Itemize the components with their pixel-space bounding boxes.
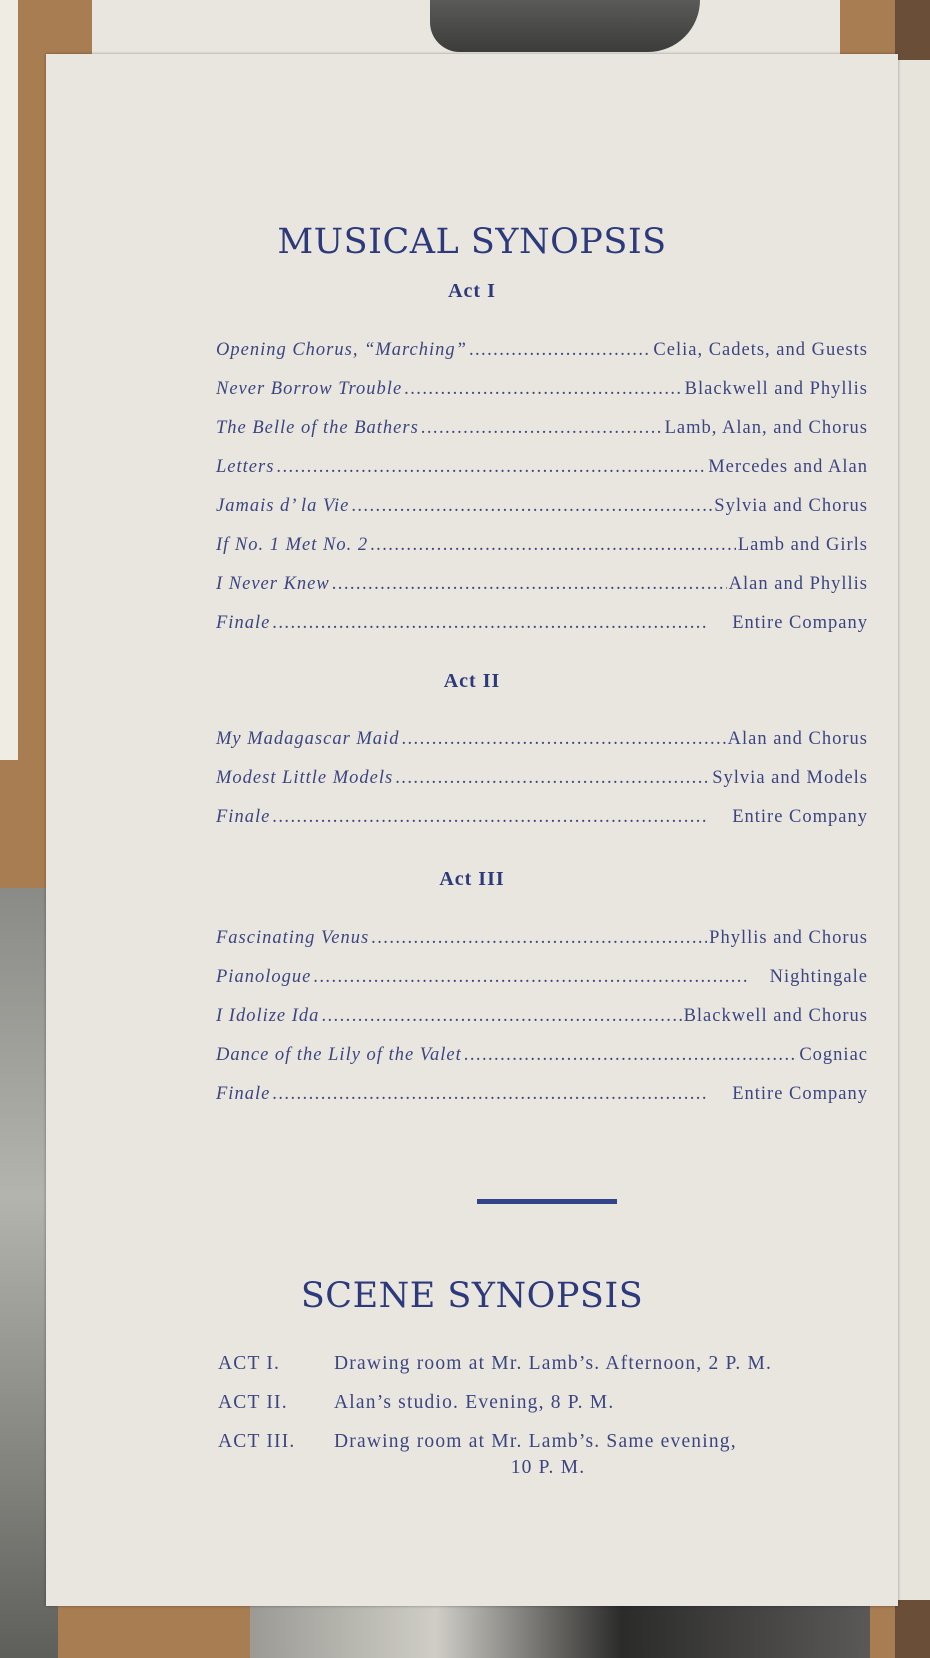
musical-number <box>216 768 868 794</box>
act-heading: Act I <box>448 280 496 302</box>
scene-synopsis-title: SCENE SYNOPSIS <box>300 1276 644 1316</box>
program-page <box>46 54 898 1606</box>
background-photo-top <box>92 0 840 60</box>
dot-leader <box>321 1006 681 1027</box>
musical-number <box>216 340 868 366</box>
song-title: Jamais d’ la Vie <box>216 496 350 516</box>
performers: Entire Company <box>732 807 868 827</box>
scene-act-label: ACT I. <box>218 1353 281 1374</box>
performers: Phyllis and Chorus <box>709 928 868 948</box>
musical-number <box>216 574 868 600</box>
musical-number <box>216 1006 868 1032</box>
adjacent-page-edge <box>898 60 930 1600</box>
dot-leader <box>370 535 736 556</box>
performers: Entire Company <box>732 613 868 633</box>
musical-number <box>216 807 868 833</box>
photo-figure <box>430 0 700 52</box>
musical-number <box>216 457 868 483</box>
song-title: Finale <box>216 807 271 827</box>
dot-leader <box>464 1045 798 1066</box>
performers: Lamb and Girls <box>737 535 868 555</box>
scene-description: Alan’s studio. Evening, 8 P. M. <box>334 1392 615 1413</box>
act-heading: Act II <box>443 670 501 692</box>
scene-description: Drawing room at Mr. Lamb’s. Same evening, <box>334 1431 737 1452</box>
performers: Cogniac <box>799 1045 868 1065</box>
musical-number <box>216 928 868 954</box>
song-title: Letters <box>216 457 275 477</box>
performers: Alan and Chorus <box>727 729 868 749</box>
dot-leader <box>371 928 707 949</box>
performers: Celia, Cadets, and Guests <box>653 340 868 360</box>
performers: Sylvia and Models <box>712 768 868 788</box>
musical-synopsis-title: MUSICAL SYNOPSIS <box>277 222 667 262</box>
musical-number <box>216 418 868 444</box>
performers: Sylvia and Chorus <box>714 496 868 516</box>
dot-leader <box>332 574 727 595</box>
performers: Nightingale <box>769 967 868 987</box>
song-title: Finale <box>216 1084 271 1104</box>
performers: Blackwell and Phyllis <box>684 379 868 399</box>
act-heading: Act III <box>439 868 505 890</box>
song-title: Modest Little Models <box>216 768 394 788</box>
dot-leader <box>351 496 712 517</box>
scene-entry <box>218 1351 878 1377</box>
song-title: Fascinating Venus <box>216 928 370 948</box>
dot-leader <box>272 807 730 828</box>
song-title: Finale <box>216 613 271 633</box>
scene-act-label: ACT III. <box>218 1431 296 1452</box>
song-title: Never Borrow Trouble <box>216 379 403 399</box>
song-title: I Idolize Ida <box>216 1006 320 1026</box>
dot-leader <box>272 1084 730 1105</box>
musical-number <box>216 1084 868 1110</box>
performers: Mercedes and Alan <box>708 457 868 477</box>
musical-number <box>216 379 868 405</box>
scene-entry <box>218 1390 878 1416</box>
background-photo-bottom <box>250 1605 870 1658</box>
section-divider <box>477 1199 617 1204</box>
musical-number <box>216 496 868 522</box>
performers: Alan and Phyllis <box>728 574 868 594</box>
dot-leader <box>401 729 725 750</box>
background-card-left <box>0 0 18 760</box>
dot-leader <box>395 768 710 789</box>
song-title: Pianologue <box>216 967 312 987</box>
scene-entry <box>218 1429 878 1481</box>
song-title: Opening Chorus, “Marching” <box>216 340 467 360</box>
performers: Lamb, Alan, and Chorus <box>664 418 868 438</box>
scene-act-label: ACT II. <box>218 1392 288 1413</box>
song-title: Dance of the Lily of the Valet <box>216 1045 462 1065</box>
scene-description: Drawing room at Mr. Lamb’s. Afternoon, 2 P. M. <box>334 1353 773 1374</box>
musical-number <box>216 1045 868 1071</box>
dot-leader <box>272 613 730 634</box>
scene-description-continuation: 10 P. M. <box>510 1457 586 1478</box>
musical-number <box>216 967 868 993</box>
song-title: My Madagascar Maid <box>216 729 400 749</box>
musical-number <box>216 613 868 639</box>
song-title: I Never Knew <box>216 574 330 594</box>
dot-leader <box>421 418 663 439</box>
musical-number <box>216 729 868 755</box>
musical-number <box>216 535 868 561</box>
song-title: If No. 1 Met No. 2 <box>216 535 369 555</box>
performers: Blackwell and Chorus <box>683 1006 868 1026</box>
dot-leader <box>469 340 651 361</box>
dot-leader <box>313 967 767 988</box>
dot-leader <box>276 457 706 478</box>
performers: Entire Company <box>732 1084 868 1104</box>
dot-leader <box>404 379 682 400</box>
song-title: The Belle of the Bathers <box>216 418 419 438</box>
